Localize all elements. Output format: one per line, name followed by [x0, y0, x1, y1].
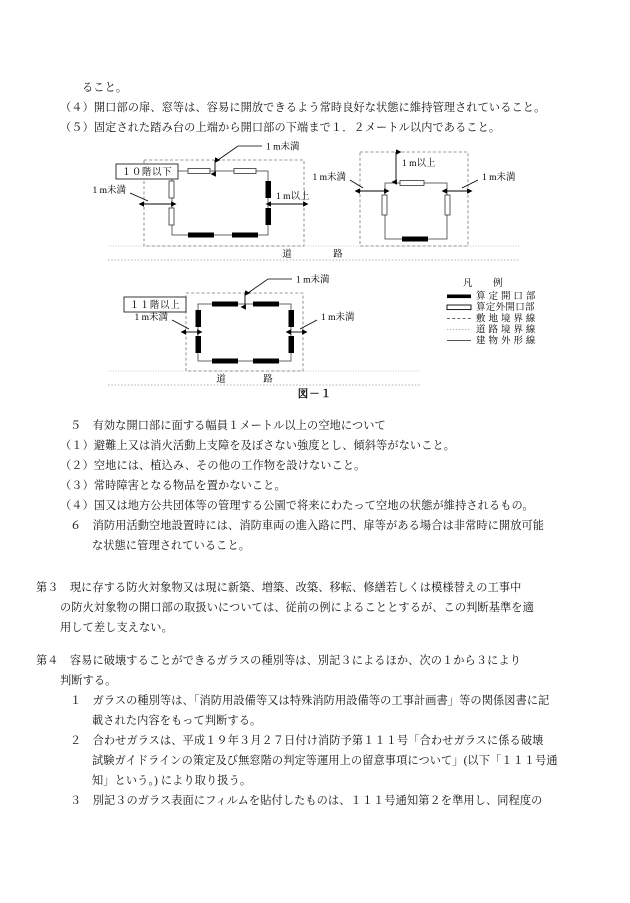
- opening-count-left-lower-b: [196, 336, 202, 353]
- legend-label-3: 道 路 境 界 線: [476, 325, 536, 336]
- label-left-lower: 1 m未満: [134, 313, 168, 323]
- road-label-upper-2: 路: [333, 250, 343, 260]
- body-text-line-3: （３）常時障害となる物品を置かないこと。: [60, 480, 286, 492]
- legend-swatch-counted-opening: [447, 295, 471, 299]
- leader-top-left-upper: [218, 146, 262, 160]
- opening-count-bottom-a: [188, 233, 214, 238]
- figure-caption: 図－１: [297, 389, 333, 400]
- top-text-line-0: ること。: [82, 82, 128, 94]
- section-4-line-0: 第４ 容易に破壊することができるガラスの種別等は、別記３によるほか、次の１から３により: [36, 655, 522, 667]
- legend-title: 凡 例: [462, 279, 504, 289]
- opening-noncount-left-a: [169, 181, 174, 198]
- legend-label-0: 算 定 開 口 部: [476, 292, 536, 302]
- section-3-line-0: 第３ 現に存する防火対象物又は現に新築、増築、改築、移転、修繕若しくは模様替えの工事中: [36, 582, 522, 594]
- leader-left-left-upper: [130, 193, 148, 201]
- legend-label-1: 算定外開口部: [476, 303, 535, 313]
- legend-label-2: 敷 地 境 界 線: [476, 314, 536, 325]
- body-text-line-0: ５ 有効な開口部に面する幅員１メートル以上の空地について: [70, 420, 386, 432]
- legend-swatch-noncounted-opening: [447, 305, 471, 310]
- leader-right-right-upper: [462, 180, 478, 188]
- leader-right-lower: [300, 320, 317, 329]
- opening-noncount-leftside-right-upper: [382, 195, 387, 215]
- road-label-lower-2: 路: [263, 375, 273, 385]
- label-top-left-upper: 1 m未満: [266, 142, 300, 153]
- opening-count-right-a: [266, 181, 272, 198]
- label-right-left-upper: 1 m以上: [276, 192, 310, 202]
- opening-count-top-lower-a: [212, 302, 238, 307]
- opening-noncount-top-right-upper: [400, 181, 424, 186]
- opening-noncount-top-b: [234, 169, 256, 174]
- body-text-block: [36, 416, 610, 556]
- label-right-lower: 1 m未満: [321, 313, 355, 323]
- section-4-line-1: 判断する。: [60, 675, 117, 687]
- floor-label-lower: １１階以上: [129, 301, 181, 311]
- opening-noncount-top-a: [188, 169, 210, 174]
- opening-count-bottom-b: [232, 233, 258, 238]
- opening-count-right-lower-b: [289, 336, 295, 353]
- opening-count-bottom-lower-b: [253, 359, 279, 364]
- road-label-upper-1: 道: [282, 250, 292, 260]
- section-3-line-2: 用して差し支えない。: [60, 622, 173, 634]
- top-text-block: [36, 78, 610, 138]
- road-label-lower-1: 道: [216, 375, 226, 385]
- opening-count-right-lower-a: [289, 310, 295, 327]
- opening-count-bottom-lower-a: [212, 359, 238, 364]
- label-top-lower: 1 m未満: [296, 275, 330, 286]
- body-text-line-6: な状態に管理されていること。: [92, 540, 251, 552]
- section-4-line-5: 試験ガイドラインの策定及び無窓階の判定等運用上の留意事項について」(以下「１１１号通: [92, 755, 558, 767]
- body-text-line-1: （１）避難上又は消火活動上支障を及ぼさない強度とし、傾斜等がないこと。: [60, 440, 456, 452]
- opening-noncount-rightside-right-upper: [445, 195, 450, 215]
- opening-count-bottom-right-upper: [402, 237, 428, 242]
- opening-count-right-b: [266, 208, 272, 225]
- legend-label-4: 建 物 外 形 線: [476, 336, 536, 347]
- label-top-right-upper: 1 m以上: [402, 159, 436, 169]
- body-text-line-4: （４）国又は地方公共団体等の管理する公園で将来にわたって空地の状態が維持されるもの。: [60, 500, 534, 512]
- building-outline-lower: [198, 304, 291, 361]
- opening-noncount-left-b: [169, 208, 174, 225]
- label-left-left-upper: 1 m未満: [92, 186, 126, 196]
- leader-left-right-upper: [350, 180, 363, 188]
- top-text-line-1: （４）開口部の扉、窓等は、容易に開放できるよう常時良好な状態に維持管理されていること。: [60, 102, 546, 114]
- figure-1: [0, 138, 630, 406]
- section-3-line-1: の防火対象物の開口部の取扱いについては、従前の例によることとするが、この判断基準を適: [60, 602, 534, 614]
- label-left-right-upper: 1 m未満: [312, 173, 346, 183]
- top-text-line-2: （５）固定された踏み台の上端から開口部の下端まで１．２メートル以内であること。: [60, 122, 501, 134]
- opening-count-top-lower-b: [253, 302, 279, 307]
- building-outline-left-upper: [172, 171, 268, 235]
- floor-label-upper: １０階以下: [121, 168, 173, 178]
- building-outline-right-upper: [385, 183, 447, 239]
- section-4-line-4: ２ 合わせガラスは、平成１９年３月２７日付け消防予第１１１号「合わせガラスに係る破壊: [70, 735, 544, 747]
- section-4-line-7: ３ 別記３のガラス表面にフィルムを貼付したものは、１１１号通知第２を準用し、同程度の: [70, 795, 543, 807]
- section-4-line-3: 載された内容をもって判断する。: [92, 715, 262, 727]
- section-4-line-6: 知」という。) により取り扱う。: [92, 775, 252, 787]
- section-4-block: [36, 651, 610, 811]
- section-4-line-2: １ ガラスの種別等は、「消防用設備等又は特殊消防用設備等の工事計画書」等の関係図書に記: [70, 695, 550, 707]
- section-3-block: [36, 578, 610, 638]
- opening-count-left-lower-a: [196, 310, 202, 327]
- body-text-line-5: ６ 消防用活動空地設置時には、消防車両の進入路に門、扉等がある場合は非常時に開放可能: [70, 520, 545, 532]
- leader-left-lower: [172, 320, 189, 329]
- label-right-right-upper: 1 m未満: [482, 173, 516, 183]
- body-text-line-2: （２）空地には、植込み、その他の工作物を設けないこと。: [60, 460, 366, 472]
- leader-top-lower: [248, 279, 292, 293]
